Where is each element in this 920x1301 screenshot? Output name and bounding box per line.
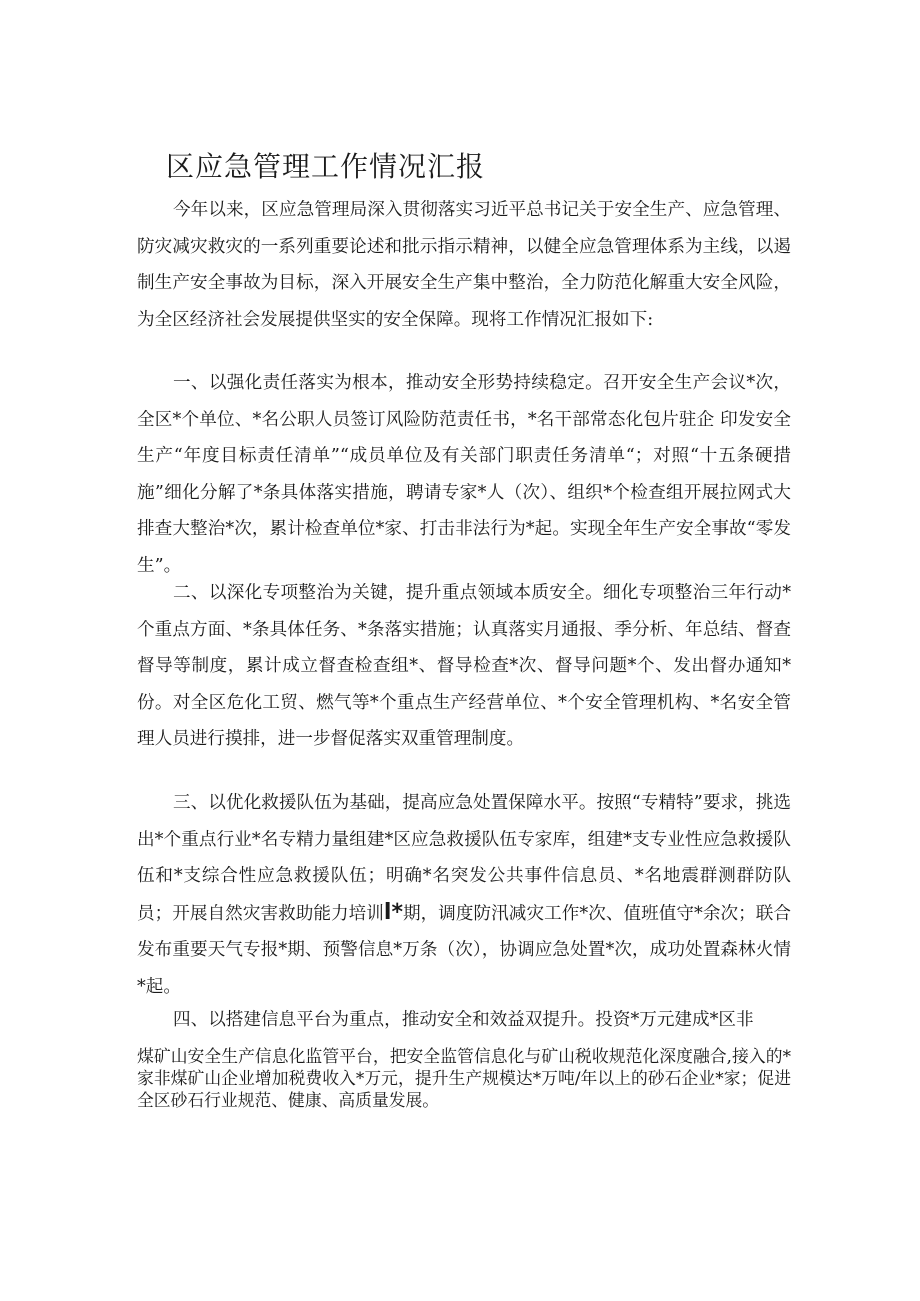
document-title: 区应急管理工作情况汇报: [166, 149, 486, 183]
section-three-paragraph: [137, 785, 791, 1005]
section-three-scan-mark: l*: [383, 899, 403, 925]
section-four-paragraph: [137, 1009, 791, 1111]
section-four-rest: 煤矿山安全生产信息化监管平台，把安全监管信息化与矿山税收规范化深度融合,接入的*家非煤矿山企业增加税费收入*万元，提升生产规模达*万吨/年以上的砂石企业*家；促进全区砂石行业规范、健康、高质量发展。: [137, 1046, 791, 1110]
section-three-text-start: 三、以优化救援队伍为基础，提高应急处置保障水平。按照“专精特”要求，挑选出*个重点行业*名专精力量组建*区应急救援队伍专家库，组建*支专业性应急救援队伍和*支综合性应急救援队伍；明确*名突发公共事件信息员、*名地震群测群防队员；开展自然灾害救助能力培训: [137, 793, 791, 924]
section-four-lead: 四、以搭建信息平台为重点，推动安全和效益双提升。投资*万元建成*区非: [173, 1010, 754, 1030]
section-three-text-end: 期，调度防汛减灾工作*次、值班值守*余次；联合发布重要天气专报*期、预警信息*万条（次），协调应急处置*次，成功处置森林火情*起。: [137, 903, 791, 997]
section-two-paragraph: 二、以深化专项整治为关键，提升重点领域本质安全。细化专项整治三年行动*个重点方面、*条具体任务、*条落实措施；认真落实月通报、季分析、年总结、督查督导等制度，累计成立督查检查组*、督导检查*次、督导问题*个、发出督办通知*份。对全区危化工贸、燃气等*个重点生产经营单位、*个安全管理机构、*名安全管理人员进行摸排，进一步督促落实双重管理制度。: [137, 583, 791, 749]
section-one-paragraph: 一、以强化责任落实为根本，推动安全形势持续稳定。召开安全生产会议*次，全区*个单位、*名公职人员签订风险防范责任书，*名干部常态化包片驻企 印发安全生产“年度目标责任清单”“成员单位及有关部门职责任务清单“；对照“十五条硬措施”细化分解了*条具体落实措施，聘请专家*人（次）、组织*个检查组开展拉网式大排查大整治*次，累计检查单位*家、打击非法行为*起。实现全年生产安全事故“零发生”。: [137, 373, 791, 576]
intro-paragraph: 今年以来，区应急管理局深入贯彻落实习近平总书记关于安全生产、应急管理、防灾减灾救灾的一系列重要论述和批示指示精神，以健全应急管理体系为主线，以遏制生产安全事故为目标，深入开展安全生产集中整治，全力防范化解重大安全风险，为全区经济社会发展提供坚实的安全保障。现将工作情况汇报如下:: [137, 200, 791, 330]
